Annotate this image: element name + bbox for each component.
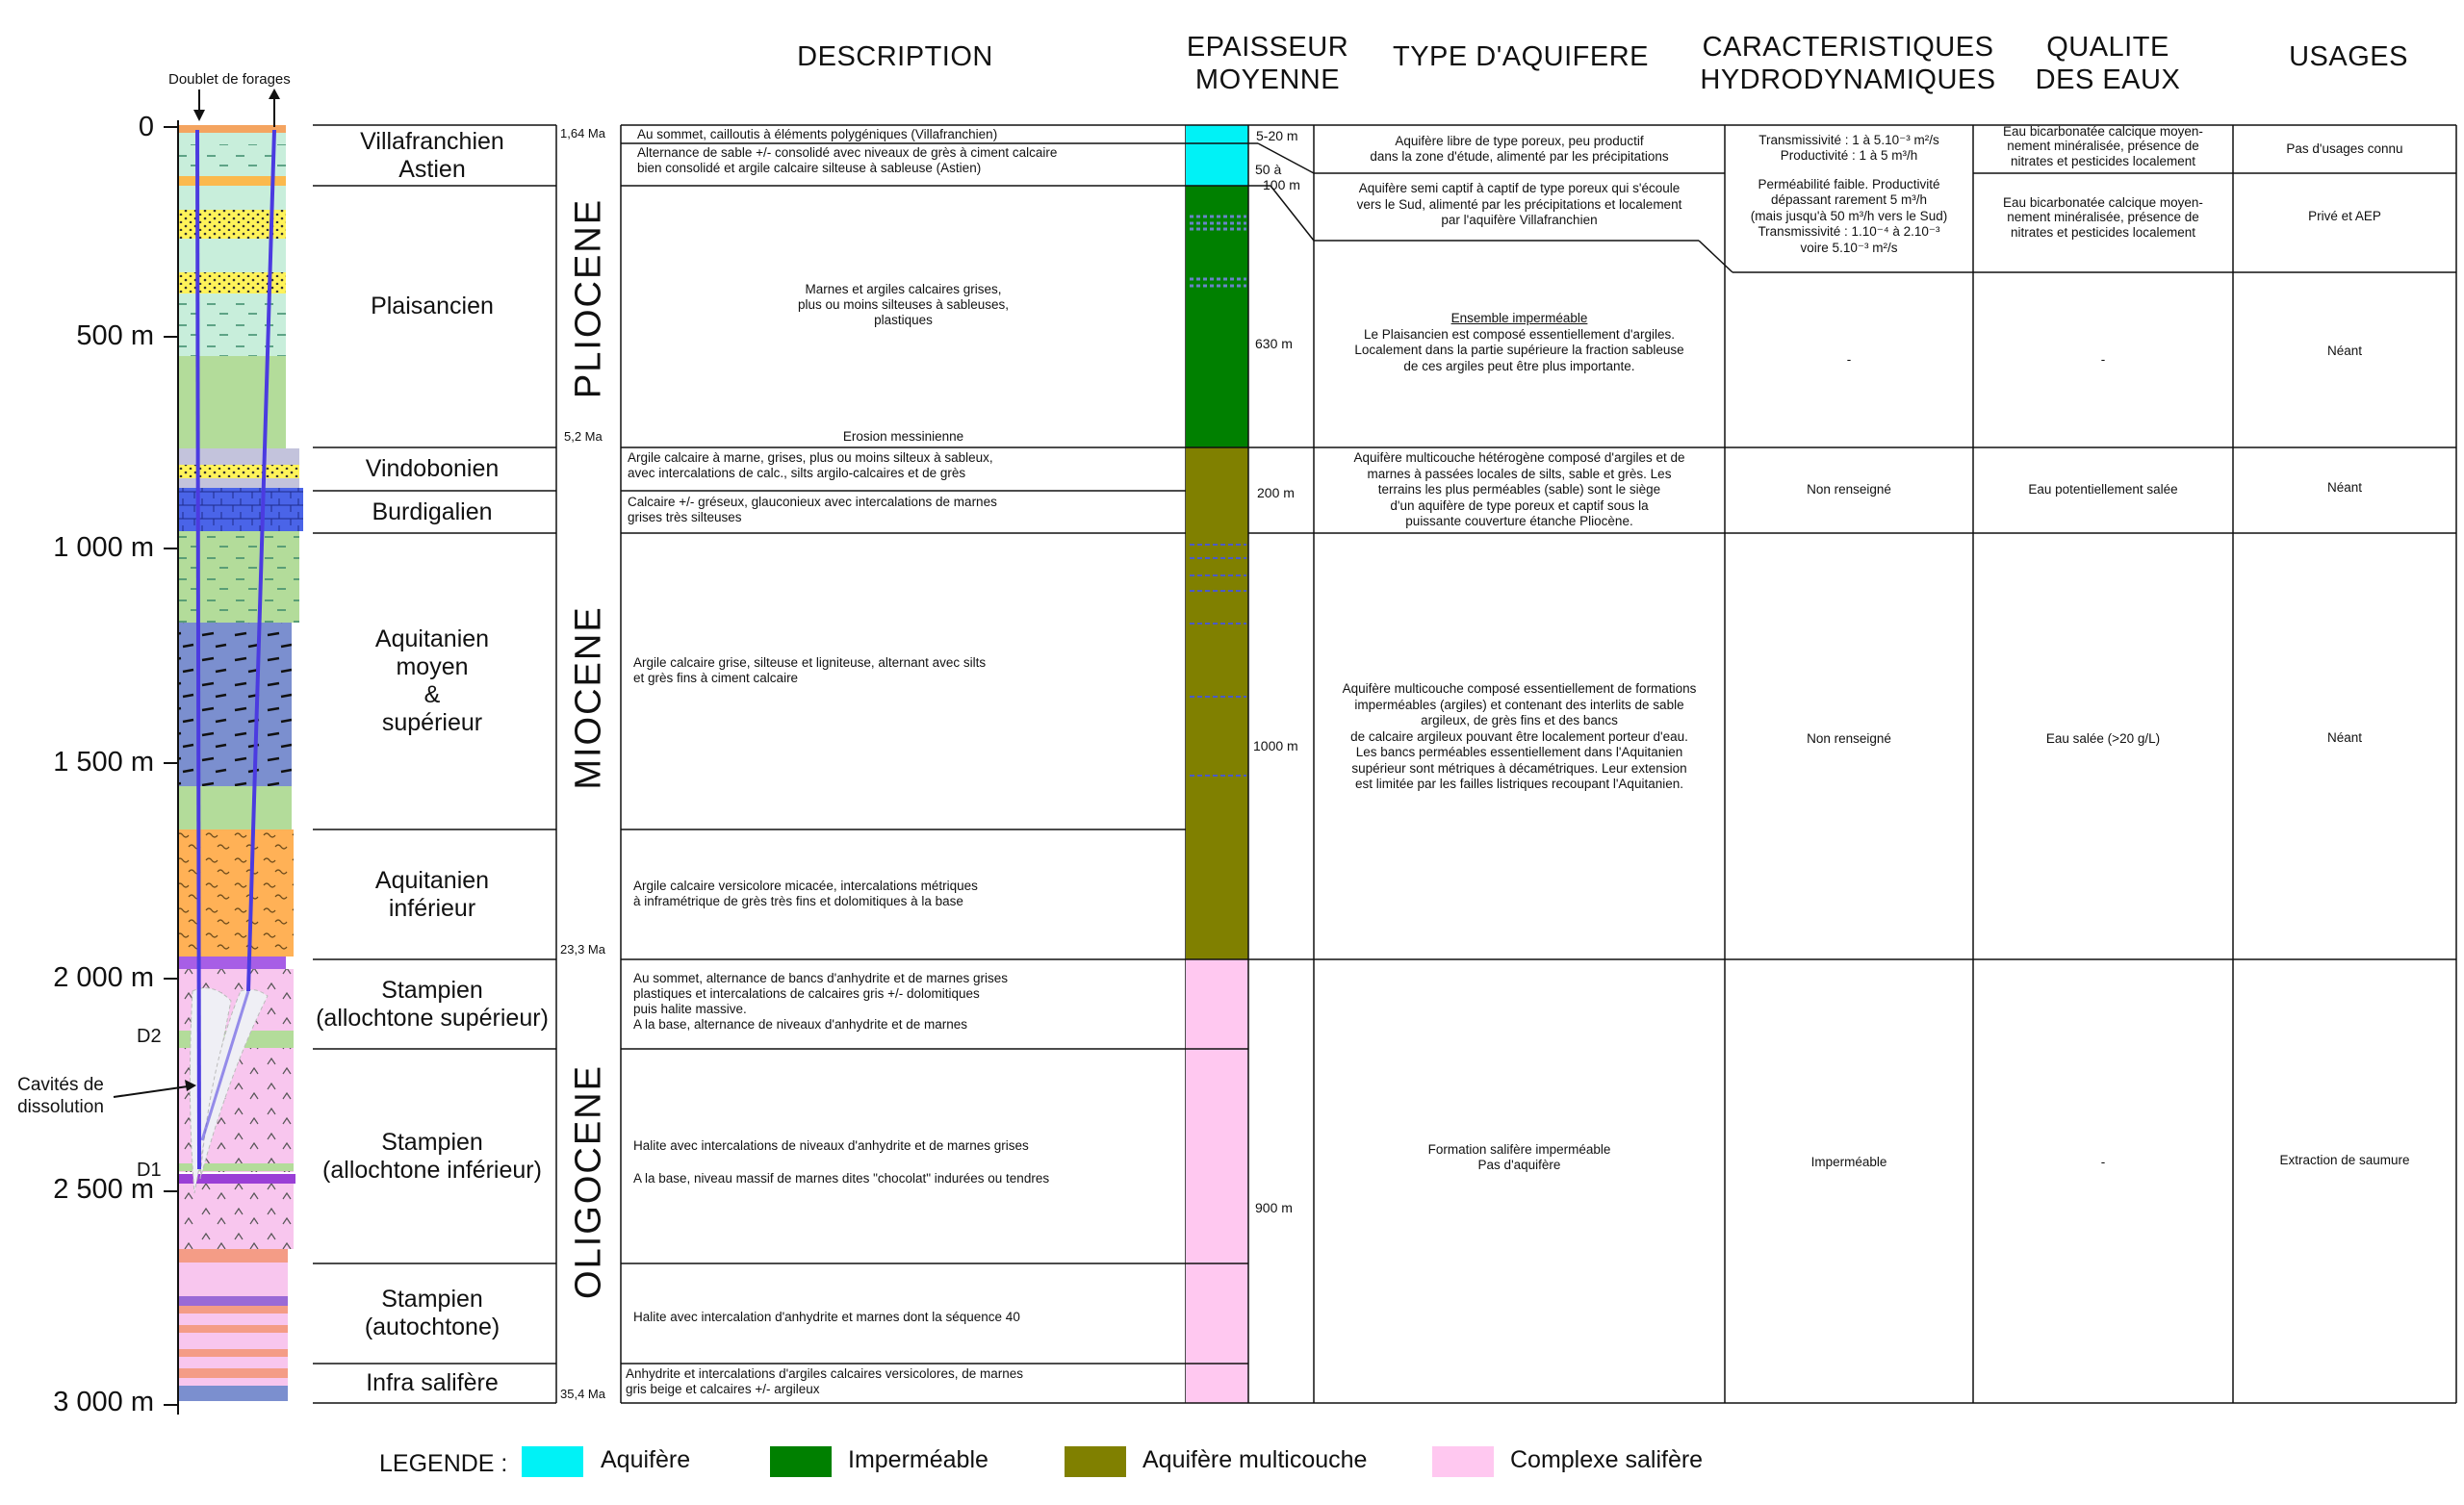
header-caracteristiques (1689, 31, 2007, 96)
doublet-label: Doublet de forages (168, 71, 291, 88)
d1-label: D1 (137, 1160, 162, 1181)
aq6-l1: Formation salifère imperméable (1427, 1141, 1611, 1157)
depth-500: 500 m (76, 320, 154, 351)
unit-aqms-l3: & (424, 681, 441, 708)
desc-plaisancien-l3: plastiques (874, 313, 933, 327)
aq5-l3: argileux, de grès fins et des bancs (1421, 713, 1618, 728)
unit-stsup-l2: (allochtone supérieur) (316, 1004, 549, 1032)
legend-title: LEGENDE : (379, 1450, 508, 1477)
epoch-miocene: MIOCENE (568, 605, 609, 790)
desc-stampien-sup (633, 971, 1008, 1033)
aq4-l3: terrains les plus perméables (sable) sont le siège (1377, 482, 1661, 497)
aquifer-aquitanien (1314, 679, 1725, 795)
hy2-l3: (mais jusqu'à 50 m³/h vers le Sud) (1750, 208, 1948, 223)
qu2-l3: nitrates et pesticides localement (2010, 224, 2196, 240)
epoch-oligocene: OLIGOCENE (568, 1064, 609, 1299)
aq2-l2: vers le Sud, alimenté par les précipitations et localement (1356, 196, 1682, 212)
unit-infra-salifere: Infra salifère (366, 1369, 499, 1396)
hy2-l4: Transmissivité : 1.10⁻⁴ à 2.10⁻³ (1758, 224, 1940, 240)
unit-aquitanien-inferieur (312, 829, 552, 959)
aq3-title: Ensemble imperméable (1450, 311, 1588, 325)
legend-label-impermeable: Imperméable (848, 1446, 988, 1473)
aq5-l7: est limitée par les failles listriques recoupant l'Aquitanien. (1354, 777, 1683, 792)
desc-astien-l2: bien consolidé et argile calcaire silteuse à sableuse (Astien) (637, 161, 982, 175)
layer-villafranchien-top (178, 125, 286, 133)
header-epaisseur-line2: MOYENNE (1194, 64, 1341, 95)
legend-swatch-salifere (1432, 1446, 1494, 1477)
layer-astien-base (178, 176, 286, 186)
desc-stsup-l3: puis halite massive. (633, 1002, 747, 1016)
age-23-3: 23,3 Ma (560, 942, 605, 957)
hydro-villafranchien (1725, 127, 1973, 169)
cavites-label (8, 1074, 114, 1118)
quality-villafranchien (1973, 122, 2233, 170)
aq3-l1: Le Plaisancien est composé essentiellement d'argiles. (1363, 326, 1675, 342)
quality-astien (1973, 189, 2233, 246)
usage-oligocene: Extraction de saumure (2279, 1152, 2410, 1167)
unit-stampien-inf (312, 1049, 552, 1263)
quality-aquitanien: Eau salée (>20 g/L) (2045, 730, 2161, 746)
unit-villafranchien-astien (312, 125, 552, 186)
aq5-l1: Aquifère multicouche composé essentiellement de formations (1342, 681, 1697, 697)
desc-burdigalien-l2: grises très silteuses (628, 510, 742, 524)
aq4-l2: marnes à passées locales de silts, sable et grès. Les (1367, 466, 1672, 481)
hydro-astien (1725, 175, 1973, 258)
desc-vindobonien-l2: avec intercalations de calc., silts argilo-calcaires et de grès (628, 466, 966, 480)
fill-aquifere (1186, 125, 1248, 186)
desc-villafranchien: Au sommet, cailloutis à éléments polygéniques (Villafranchien) (637, 127, 998, 141)
header-qualite (2002, 31, 2214, 96)
desc-stampien-aut: Halite avec intercalation d'anhydrite et marnes dont la séquence 40 (633, 1310, 1020, 1324)
cavites-line1: Cavités de (17, 1075, 104, 1095)
desc-astien-l1: Alternance de sable +/- consolidé avec niveaux de grès à ciment calcaire (637, 145, 1058, 160)
header-epaisseur (1176, 31, 1359, 96)
hy2-l2: dépassant rarement 5 m³/h (1770, 192, 1928, 208)
fill-impermeable (1186, 186, 1248, 447)
header-carac-line1: CARACTERISTIQUES (1702, 32, 1994, 63)
hydro-plaisancien: - (1846, 351, 1852, 367)
aq2-l1: Aquifère semi captif à captif de type poreux qui s'écoule (1358, 181, 1681, 196)
desc-burdigalien (628, 495, 997, 525)
desc-infra-l1: Anhydrite et intercalations d'argiles calcaires versicolores, de marnes (626, 1366, 1024, 1381)
hy2-l5: voire 5.10⁻³ m²/s (1800, 240, 1898, 255)
aq3-l2: Localement dans la partie supérieure la fraction sableuse (1354, 343, 1684, 357)
desc-aqi-l1: Argile calcaire versicolore micacée, intercalations métriques (633, 879, 978, 893)
desc-burdigalien-l1: Calcaire +/- gréseux, glauconieux avec intercalations de marnes (628, 495, 997, 509)
aquifer-vindo-burdi (1314, 448, 1725, 532)
epoch-pliocene: PLIOCENE (568, 197, 609, 399)
fill-multicouche (1186, 447, 1248, 959)
aq3-l3: de ces argiles peut être plus importante. (1403, 358, 1635, 373)
hydro-aquitanien: Non renseigné (1807, 730, 1891, 746)
thickness-villafranchien: 5-20 m (1256, 128, 1298, 143)
qu2-l2: nement minéralisée, présence de (2007, 210, 2199, 225)
thickness-color-column (1186, 125, 1248, 1403)
depth-1500: 1 500 m (53, 747, 154, 778)
header-epaisseur-line1: EPAISSEUR (1186, 32, 1349, 63)
legend-label-salifere: Complexe salifère (1510, 1446, 1704, 1473)
hy1-l1: Transmissivité : 1 à 5.10⁻³ m²/s (1758, 132, 1939, 147)
desc-astien (637, 145, 1057, 176)
depth-1000: 1 000 m (53, 532, 154, 563)
depth-2500: 2 500 m (53, 1174, 154, 1205)
unit-stinf-l2: (allochtone inférieur) (322, 1156, 542, 1184)
unit-burdigalien: Burdigalien (372, 497, 493, 525)
aq6-l2: Pas d'aquifère (1477, 1158, 1561, 1172)
depth-2000: 2 000 m (53, 962, 154, 993)
aq5-l2: imperméables (argiles) et contenant des interlits de sable (1354, 697, 1684, 712)
unit-astien: Astien (398, 155, 466, 183)
thickness-astien-l1: 50 à (1255, 162, 1282, 177)
unit-staut-l2: (autochtone) (364, 1314, 500, 1340)
unit-stampien-aut (312, 1263, 552, 1364)
age-5-2: 5,2 Ma (564, 429, 603, 444)
aq5-l4: de calcaire argileux pouvant être localement porteur d'eau. (1350, 728, 1688, 744)
usage-villafranchien: Pas d'usages connu (2286, 140, 2403, 156)
desc-stampien-inf-2: A la base, niveau massif de marnes dites "chocolat" indurées ou tendres (633, 1171, 1050, 1186)
d2-label: D2 (137, 1026, 162, 1047)
quality-oligocene: - (2100, 1154, 2106, 1169)
unit-aqms-l1: Aquitanien (374, 625, 490, 652)
cavites-line2: dissolution (17, 1097, 104, 1117)
hydro-vindo-burdi: Non renseigné (1807, 482, 1891, 497)
thickness-astien-l2: 100 m (1263, 177, 1300, 192)
header-usages: USAGES (2289, 41, 2408, 72)
header-type-aquifere: TYPE D'AQUIFERE (1392, 41, 1650, 72)
age-1-64: 1,64 Ma (560, 126, 605, 140)
desc-plaisancien-l1: Marnes et argiles calcaires grises, (805, 282, 1002, 296)
desc-plaisancien-l2: plus ou moins silteuses à sableuses, (797, 297, 1010, 312)
header-description: DESCRIPTION (797, 41, 993, 72)
quality-plaisancien: - (2100, 351, 2106, 367)
hydro-oligocene: Imperméable (1810, 1154, 1887, 1169)
depth-3000: 3 000 m (53, 1387, 154, 1417)
desc-aqi-l2: à inframétrique de grès très fins et dolomitiques à la base (633, 894, 963, 908)
usage-aquitanien: Néant (2326, 729, 2363, 745)
thickness-plaisancien: 630 m (1255, 336, 1293, 351)
aquifer-astien (1314, 176, 1725, 234)
fill-salifere (1186, 959, 1248, 1403)
quality-vindo-burdi: Eau potentiellement salée (2028, 482, 2178, 497)
desc-stampien-inf-1: Halite avec intercalations de niveaux d'anhydrite et de marnes grises (633, 1138, 1029, 1153)
unit-plaisancien: Plaisancien (371, 292, 494, 319)
qu1-l1: Eau bicarbonatée calcique moyen- (2003, 123, 2203, 139)
unit-aquitanien-moyen-superieur (312, 533, 552, 829)
borehole-1 (197, 130, 199, 1169)
qu2-l1: Eau bicarbonatée calcique moyen- (2003, 194, 2203, 210)
header-qualite-line2: DES EAUX (2035, 64, 2181, 95)
legend-swatch-aquifere (522, 1446, 583, 1477)
aq4-l5: puissante couverture étanche Pliocène. (1405, 514, 1633, 529)
layer-plaisancien-base (178, 356, 286, 448)
hy1-l2: Productivité : 1 à 5 m³/h (1780, 148, 1918, 163)
aq4-l1: Aquifère multicouche hétérogène composé d'argiles et de (1353, 450, 1685, 466)
unit-aqi-l2: inférieur (388, 894, 476, 922)
age-35-4: 35,4 Ma (560, 1387, 605, 1401)
desc-aqm-l1: Argile calcaire grise, silteuse et ligniteuse, alternant avec silts (633, 655, 987, 670)
desc-stsup-l2: plastiques et intercalations de calcaires gris +/- dolomitiques (633, 986, 980, 1001)
usage-astien: Privé et AEP (2308, 208, 2381, 223)
aquifer-oligocene (1314, 1140, 1725, 1175)
depth-0: 0 (138, 112, 154, 142)
unit-stinf-l1: Stampien (381, 1128, 483, 1156)
desc-aquitanien-moyen (633, 655, 986, 686)
aq1-l1: Aquifère libre de type poreux, peu productif (1395, 133, 1644, 148)
unit-staut-l1: Stampien (381, 1286, 483, 1313)
aq5-l6: supérieur sont métriques à décamétriques. Leur extension (1351, 760, 1687, 776)
hy2-l1: Perméabilité faible. Productivité (1758, 176, 1940, 191)
unit-stampien-sup (312, 959, 552, 1049)
qu1-l3: nitrates et pesticides localement (2010, 153, 2196, 168)
unit-aqi-l1: Aquitanien (374, 866, 490, 894)
aq1-l2: dans la zone d'étude, alimenté par les précipitations (1370, 149, 1669, 164)
thickness-vindo-burdi: 200 m (1257, 485, 1295, 500)
aquifer-villafranchien (1314, 127, 1725, 171)
legend-label-multicouche: Aquifère multicouche (1142, 1446, 1368, 1473)
unit-aqms-l2: moyen (396, 653, 469, 680)
desc-aqm-l2: et grès fins à ciment calcaire (633, 671, 799, 685)
desc-infra-salifere (626, 1366, 1023, 1397)
usage-plaisancien: Néant (2326, 344, 2363, 359)
thickness-oligocene: 900 m (1255, 1200, 1293, 1215)
desc-aquitanien-inferieur (633, 879, 978, 909)
thickness-aquitanien: 1000 m (1253, 738, 1298, 753)
aq2-l3: par l'aquifère Villafranchien (1441, 213, 1598, 228)
aq4-l4: d'un aquifère de type poreux et captif sous la (1390, 497, 1649, 513)
desc-infra-l2: gris beige et calcaires +/- argileux (626, 1382, 820, 1396)
aq5-l5: Les bancs perméables essentiellement dans l'Aquitanien (1355, 745, 1683, 760)
desc-plaisancien (621, 282, 1186, 328)
desc-vindobonien (628, 450, 993, 481)
header-qualite-line1: QUALITE (2046, 32, 2169, 63)
desc-stsup-l1: Au sommet, alternance de bancs d'anhydrite et de marnes grises (633, 971, 1009, 985)
legend-swatch-impermeable (770, 1446, 832, 1477)
legend-label-aquifere: Aquifère (601, 1446, 691, 1473)
unit-aqms-l4: supérieur (381, 709, 483, 736)
aquifer-plaisancien (1314, 304, 1725, 381)
desc-vindobonien-l1: Argile calcaire à marne, grises, plus ou moins silteux à sableux, (628, 450, 993, 465)
desc-stsup-l4: A la base, alternance de niveaux d'anhydrite et de marnes (633, 1017, 968, 1032)
usage-vindo-burdi: Néant (2326, 479, 2363, 495)
unit-vindobonien: Vindobonien (365, 455, 500, 482)
unit-stsup-l1: Stampien (381, 976, 483, 1004)
header-carac-line2: HYDRODYNAMIQUES (1700, 64, 1996, 95)
thickness-astien (1255, 162, 1300, 192)
qu1-l2: nement minéralisée, présence de (2007, 139, 2199, 154)
desc-erosion: Erosion messinienne (842, 429, 964, 444)
legend-swatch-multicouche (1065, 1446, 1126, 1477)
unit-villafranchien: Villafranchien (360, 127, 504, 155)
